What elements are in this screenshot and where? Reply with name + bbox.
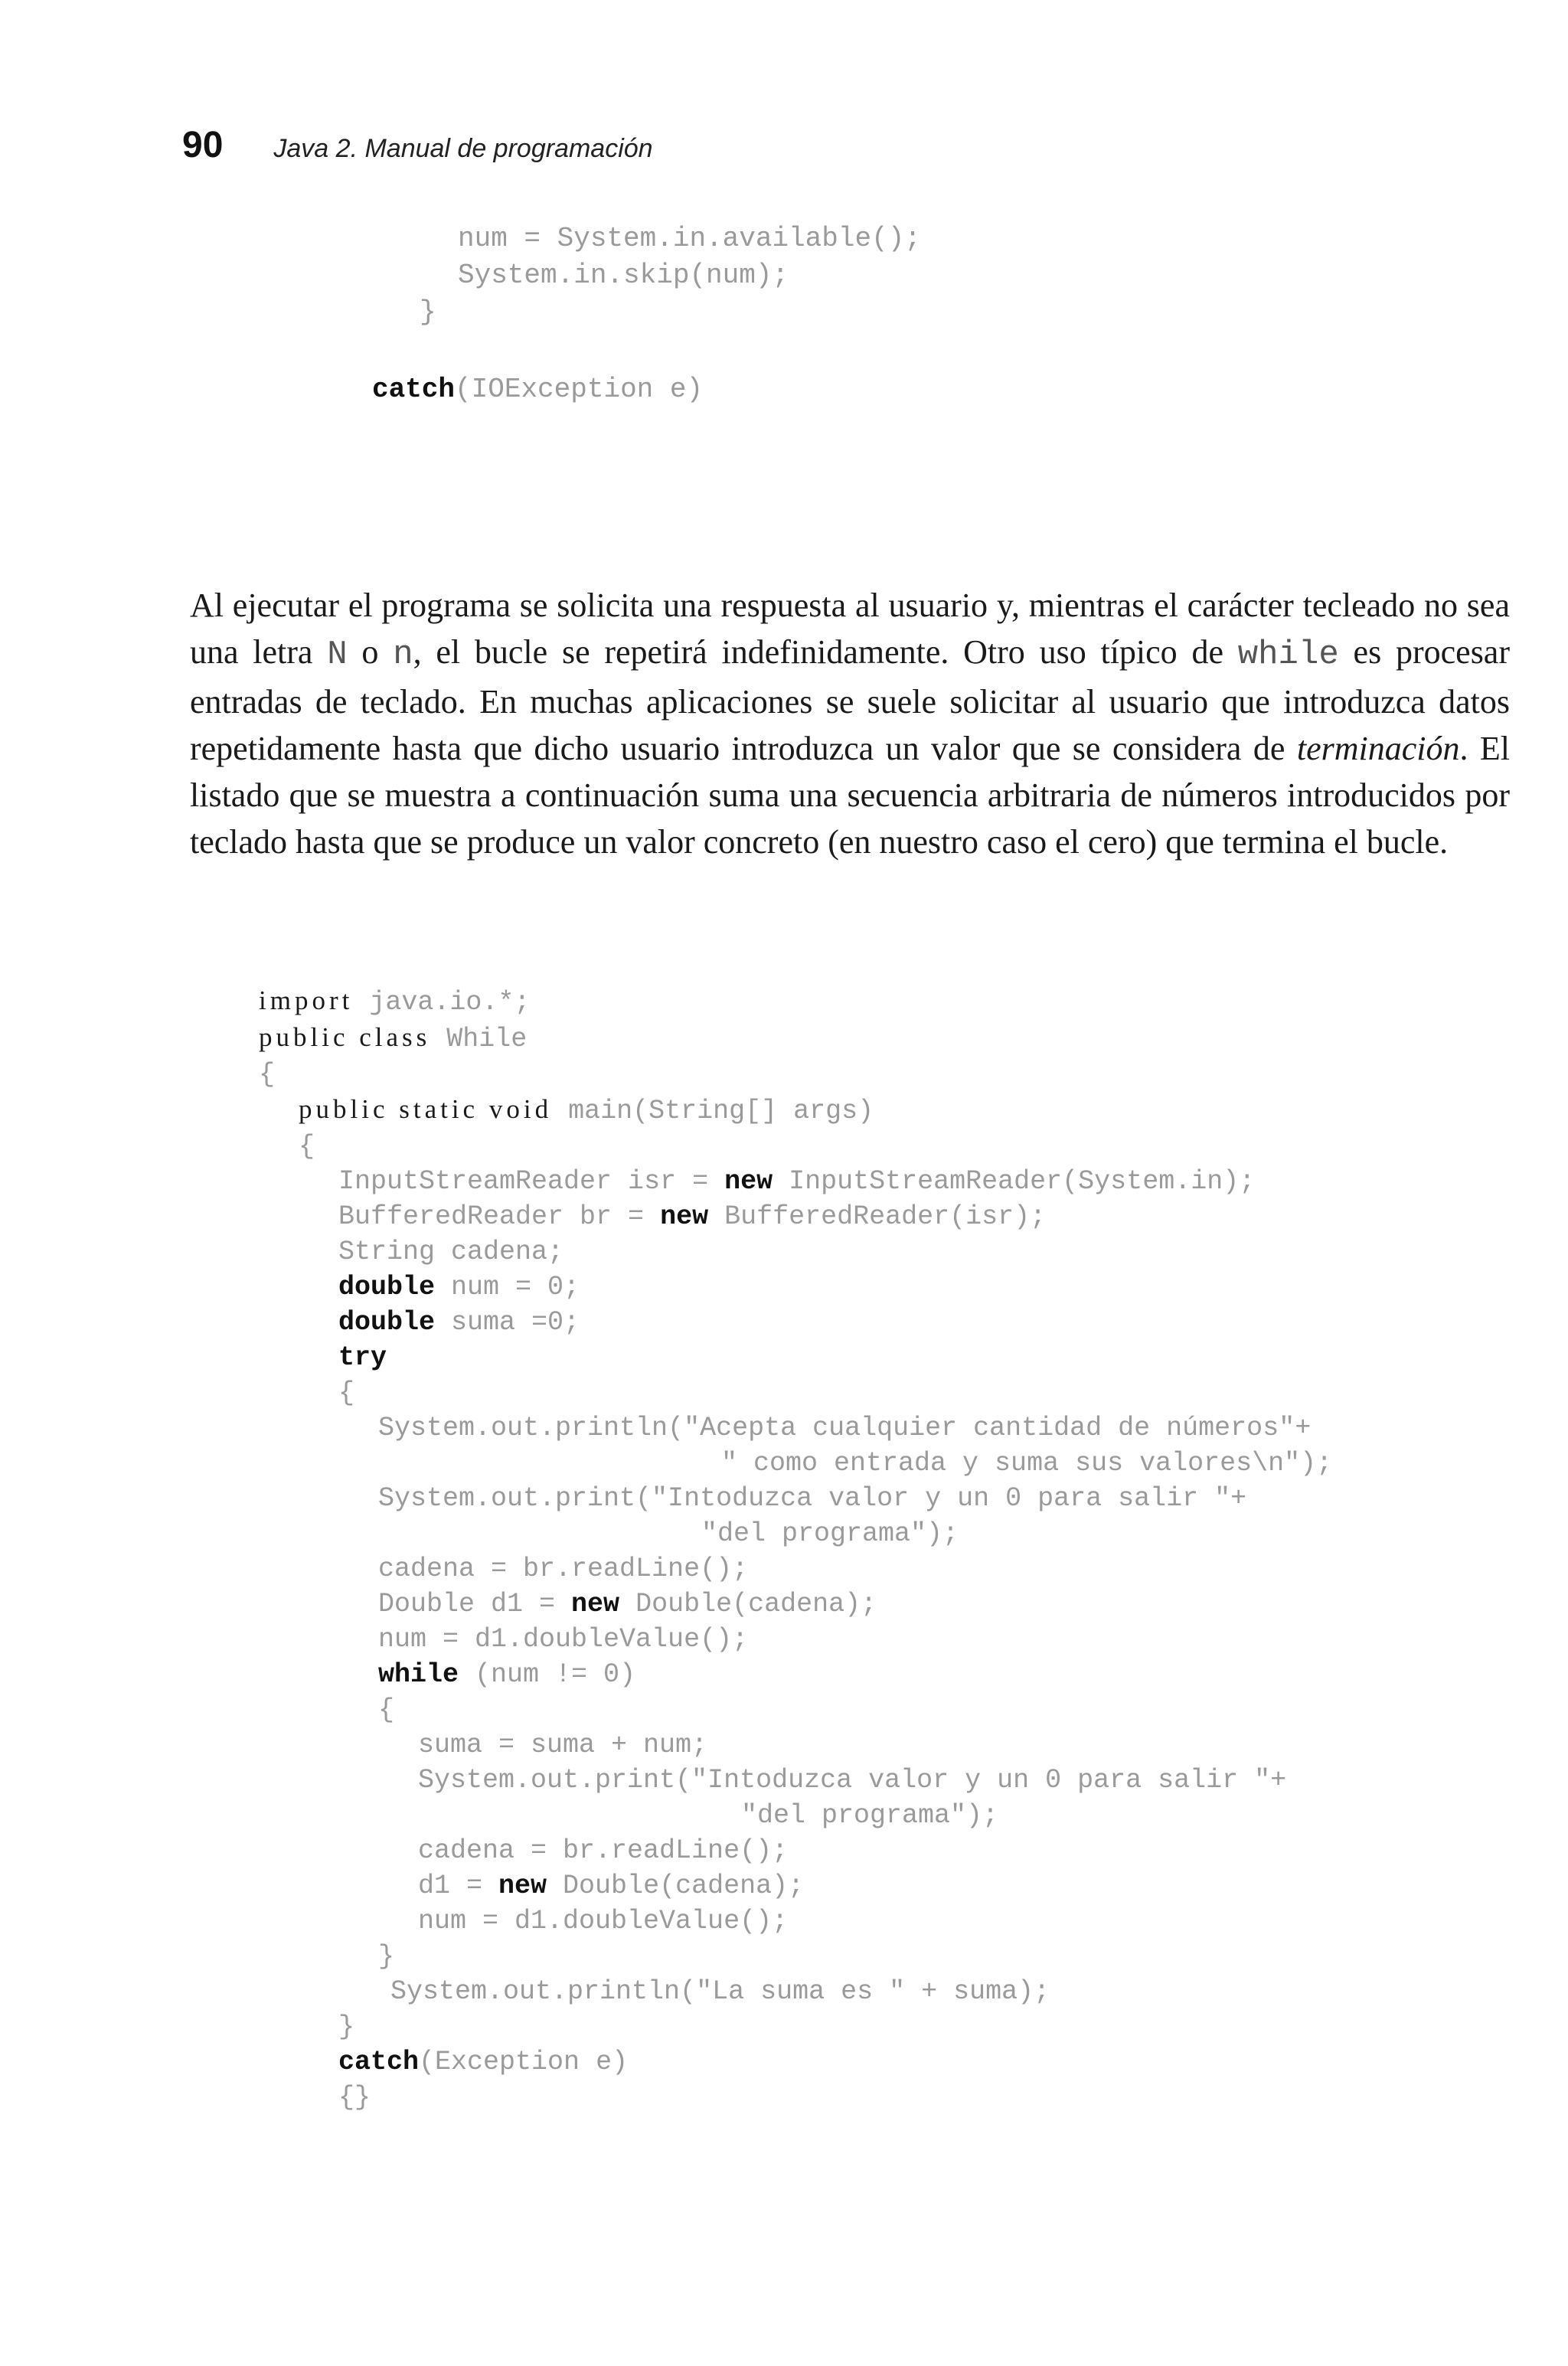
code-line: Double d1 = new Double(cadena);: [378, 1589, 877, 1619]
code-line: num = System.in.available();: [458, 223, 921, 254]
code-line: try: [338, 1342, 387, 1373]
code-line: d1 = new Double(cadena);: [418, 1871, 805, 1901]
code-keyword: catch: [372, 374, 456, 405]
code-line: "del programa");: [701, 1518, 959, 1549]
code-line: {: [338, 1377, 355, 1408]
code-line: {: [378, 1694, 395, 1725]
inline-code: N: [327, 636, 348, 674]
page-header: [182, 124, 653, 166]
code-line: System.out.print("Intoduzca valor y un 0 para salir "+: [418, 1765, 1287, 1796]
code-line: while (num != 0): [378, 1659, 636, 1690]
page-number: 90: [182, 125, 224, 165]
code-line: {: [299, 1131, 315, 1162]
code-line: "del programa");: [741, 1800, 999, 1831]
code-block-top: [372, 221, 921, 331]
code-line: InputStreamReader isr = new InputStreamReader(System.in);: [338, 1166, 1256, 1197]
code-line: System.in.skip(num);: [458, 260, 789, 291]
code-line: }: [378, 1941, 395, 1972]
code-text: (IOException e): [455, 374, 704, 405]
code-line: }: [420, 296, 436, 328]
code-line: System.out.print("Intoduzca valor y un 0 para salir "+: [378, 1483, 1247, 1514]
paragraph-text: es procesar entradas de teclado. En muchas aplicaciones se suele solicitar al usuario que introduzca datos repetidamente hasta que dicho usuario introduzca un valor que se considera de: [190, 633, 1510, 767]
inline-code: while: [1237, 636, 1339, 674]
code-line: double num = 0;: [338, 1272, 580, 1302]
code-line: num = d1.doubleValue();: [418, 1906, 789, 1936]
code-line: cadena = br.readLine();: [378, 1554, 749, 1584]
running-title: Java 2. Manual de programación: [273, 134, 653, 163]
code-line: public static void main(String[] args): [299, 1094, 874, 1126]
paragraph-text: Al ejecutar el programa se solicita una respuesta al usuario y, mientras el carácter tecleado no sea una letra: [190, 587, 1510, 671]
code-line: double suma =0;: [338, 1307, 580, 1338]
code-line: {: [259, 1059, 276, 1090]
paragraph-text: , el bucle se repetirá indefinidamente. Otro uso típico de: [413, 633, 1238, 671]
paragraph-text: . El listado que se muestra a continuación suma una secuencia arbitraria de números introducidos por teclado hasta que se produce un valor concreto (en nuestro caso el cero) que termina el bucle.: [190, 730, 1511, 861]
code-block-main: [259, 983, 1332, 2115]
code-line: num = d1.doubleValue();: [378, 1624, 749, 1655]
code-line: cadena = br.readLine();: [418, 1835, 789, 1866]
body-paragraph: [190, 582, 1510, 865]
code-line: System.out.println("Acepta cualquier cantidad de números"+: [378, 1413, 1312, 1443]
code-line: public class While: [259, 1022, 528, 1054]
paragraph-text: o: [347, 633, 394, 671]
code-line: {}: [338, 2082, 371, 2113]
code-line: System.out.println("La suma es " + suma);: [390, 1976, 1050, 2007]
code-line: " como entrada y suma sus valores\n");: [721, 1448, 1333, 1479]
code-line: }: [338, 2011, 355, 2042]
code-line: catch(Exception e): [338, 2047, 629, 2077]
inline-code: n: [393, 636, 413, 674]
code-line: import java.io.*;: [259, 985, 531, 1018]
emphasis-text: terminación: [1296, 730, 1460, 767]
code-line: BufferedReader br = new BufferedReader(isr);: [338, 1201, 1047, 1232]
code-line: String cadena;: [338, 1237, 564, 1267]
code-catch-line: [372, 374, 703, 405]
code-line: suma = suma + num;: [418, 1730, 708, 1760]
